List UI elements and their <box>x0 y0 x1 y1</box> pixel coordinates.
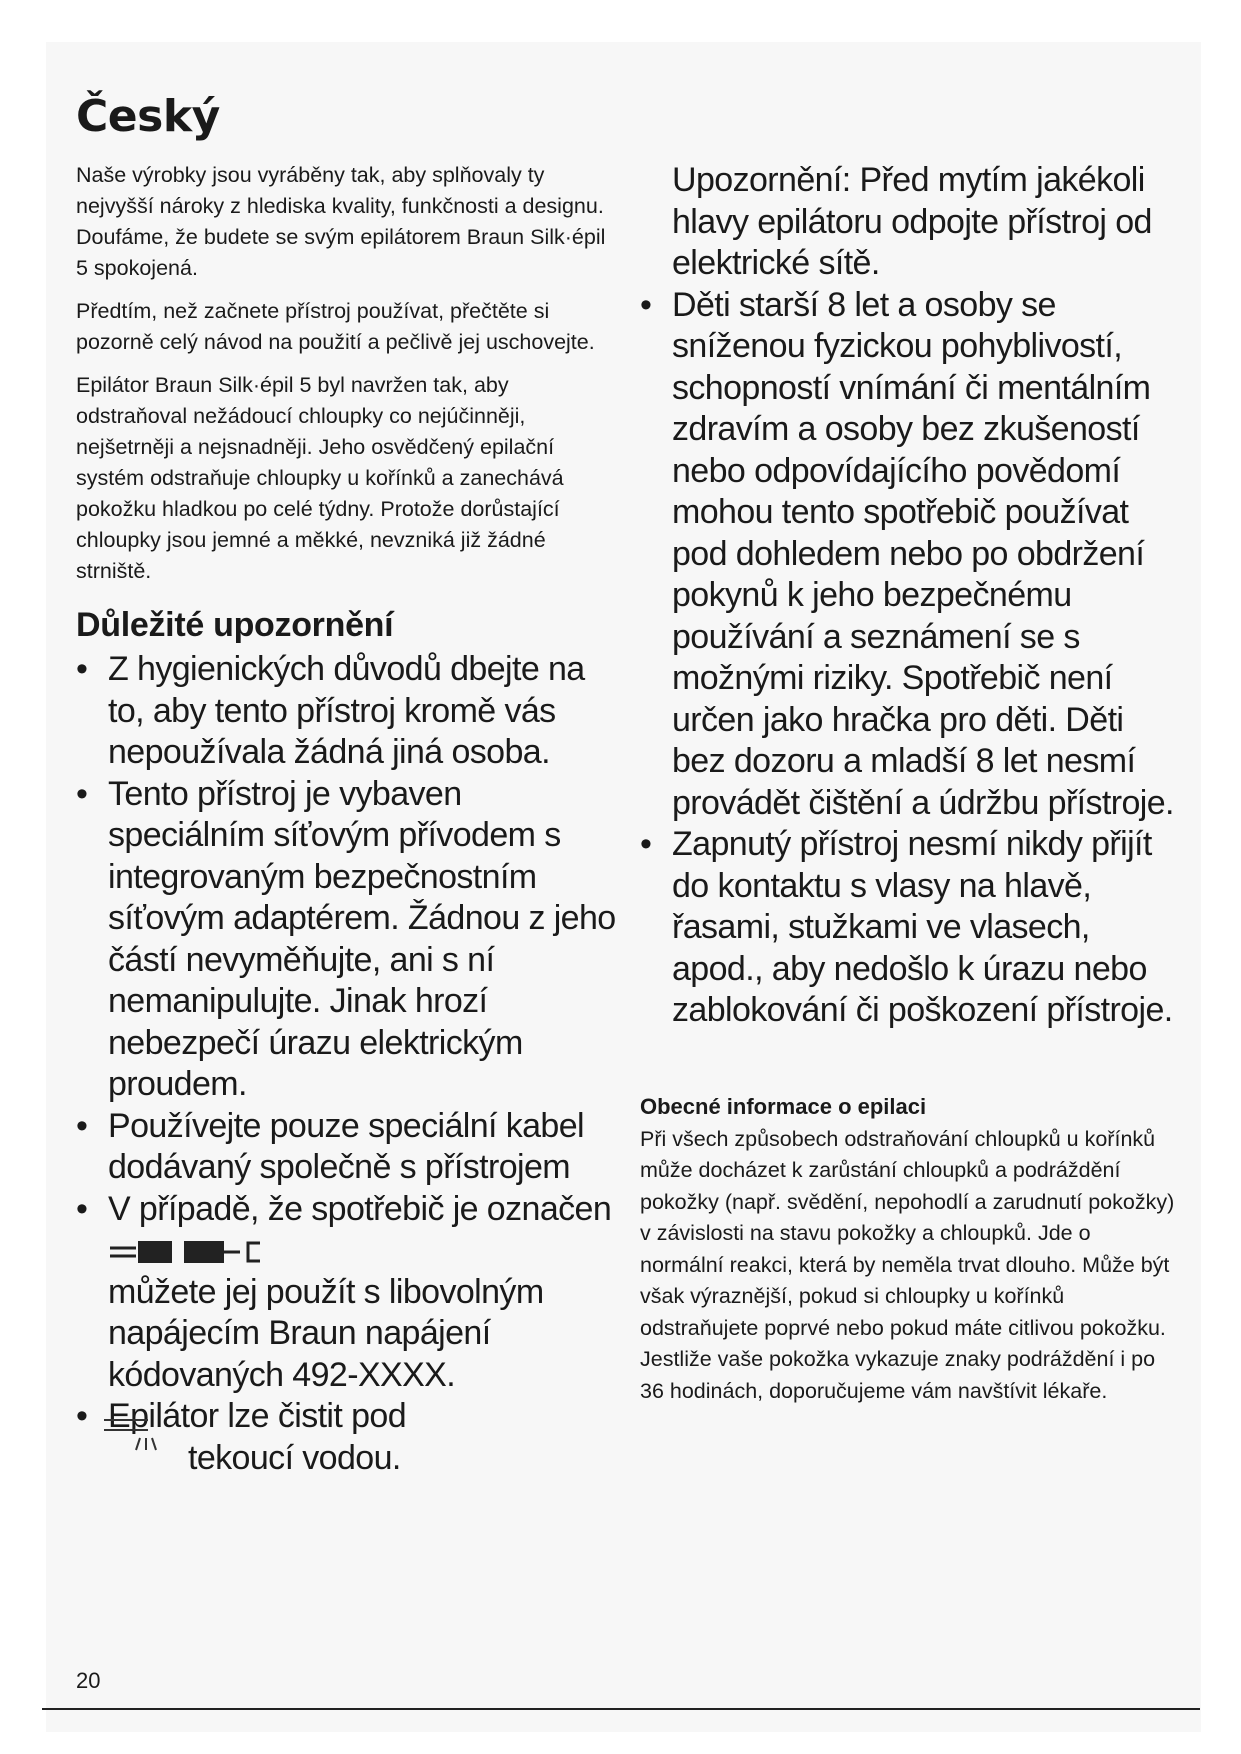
warning-item <box>76 774 616 1106</box>
page-title: Český <box>76 91 220 142</box>
warning-text: Používejte pouze speciální kabel dodávaný společně s přístrojem <box>108 1106 585 1186</box>
bullet-icon: • <box>640 285 652 324</box>
left-column <box>76 160 616 1479</box>
bullet-icon: • <box>76 1397 88 1435</box>
warning-item <box>108 1438 616 1480</box>
warning-text: Zapnutý přístroj nesmí nikdy přijít do kontaktu s vlasy na hlavě, řasami, stužkami ve vlasech, apod., aby nedošlo k úrazu nebo zablokování či poškození přístroje. <box>672 825 1173 1029</box>
footer-rule <box>42 1708 1200 1710</box>
adapter-symbol-icon <box>108 1237 268 1267</box>
warning-text: Tento přístroj je vybaven speciálním síťovým přívodem s integrovaným bezpečnostním síťovým adaptérem. Žádnou z jeho částí nevyměňujte, ani s ní nemanipulujte. Jinak hrozí nebezpečí úrazu elektrickým proudem. <box>108 774 616 1103</box>
warning-text: V případě, že spotřebič je označen <box>108 1189 612 1228</box>
warning-text: můžete jej použít s libovolným napájecím Braun napájení kódovaných 492-XXXX. <box>108 1272 544 1394</box>
warning-item <box>640 824 1180 1032</box>
warning-text: Děti starší 8 let a osoby se sníženou fyzickou pohyblivostí, schopností vnímání či mentálním zdravím a osoby bez zkušeností nebo odpovídajícího povědomí mohou tento spotřebič používat pod dohledem nebo po obdržení pokynů k jeho bezpečnému používání a seznámení se s možnými riziky. Spotřebič není určen jako hračka pro děti. Děti bez dozoru a mladší 8 let nesmí provádět čištění a údržbu přístroje. <box>672 285 1174 822</box>
right-column <box>640 160 1180 1407</box>
page-number: 20 <box>76 1668 101 1693</box>
warning-item <box>640 285 1180 825</box>
intro-paragraph: Naše výrobky jsou vyráběny tak, aby splňovaly ty nejvyšší nároky z hlediska kvality, funkčnosti a designu. Doufáme, že budete se svým epilátorem Braun Silk·épil 5 spokojená. <box>76 163 606 280</box>
bullet-icon: • <box>640 825 652 863</box>
intro-paragraph: Předtím, než začnete přístroj používat, přečtěte si pozorně celý návod na použití a pečlivě jej uschovejte. <box>76 299 595 354</box>
warning-text: Epilátor lze čistit pod <box>108 1397 407 1435</box>
water-tap-icon <box>102 1412 172 1452</box>
warnings-heading: Důležité upozornění <box>76 606 394 644</box>
warning-text: Z hygienických důvodů dbejte na to, aby tento přístroj kromě vás nepoužívala žádná jiná osoba. <box>108 650 585 771</box>
cleaning-note: Upozornění: Před mytím jakékoli hlavy epilátoru odpojte přístroj od elektrické sítě. <box>672 161 1152 282</box>
bullet-icon: • <box>76 650 88 688</box>
warning-item <box>76 649 616 774</box>
bullet-icon: • <box>76 1189 88 1228</box>
warning-text: tekoucí vodou. <box>188 1438 401 1477</box>
bullet-icon: • <box>76 1106 88 1145</box>
warning-item <box>76 1106 616 1189</box>
general-info-paragraph: Při všech způsobech odstraňování chloupků u kořínků může docházet k zarůstání chloupků a podráždění pokožky (např. svědění, nepohodlí a zarudnutí pokožky) v závislosti na stavu pokožky a chloupků. Jde o normální reakci, která by neměla trvat dlouho. Může být však výraznější, pokud si chloupky u kořínků odstraňujete poprvé nebo pokud máte citlivou pokožku. <box>640 1126 1175 1340</box>
general-info-paragraph: Jestliže vaše pokožka vykazuje znaky podráždění i po 36 hodinách, doporučujeme vám navštívit lékaře. <box>640 1347 1156 1403</box>
bullet-icon: • <box>76 774 88 813</box>
warning-item <box>76 1189 616 1272</box>
general-info-heading: Obecné informace o epilaci <box>640 1093 927 1119</box>
intro-paragraph: Epilátor Braun Silk·épil 5 byl navržen tak, aby odstraňoval nežádoucí chloupky co nejúčinněji, nejšetrněji a nejsnadněji. Jeho osvědčený epilační systém odstraňuje chloupky u kořínků a zanechává pokožku hladkou po celé týdny. Protože dorůstající chloupky jsou jemné a měkké, nevzniká již žádné strniště. <box>76 373 564 583</box>
